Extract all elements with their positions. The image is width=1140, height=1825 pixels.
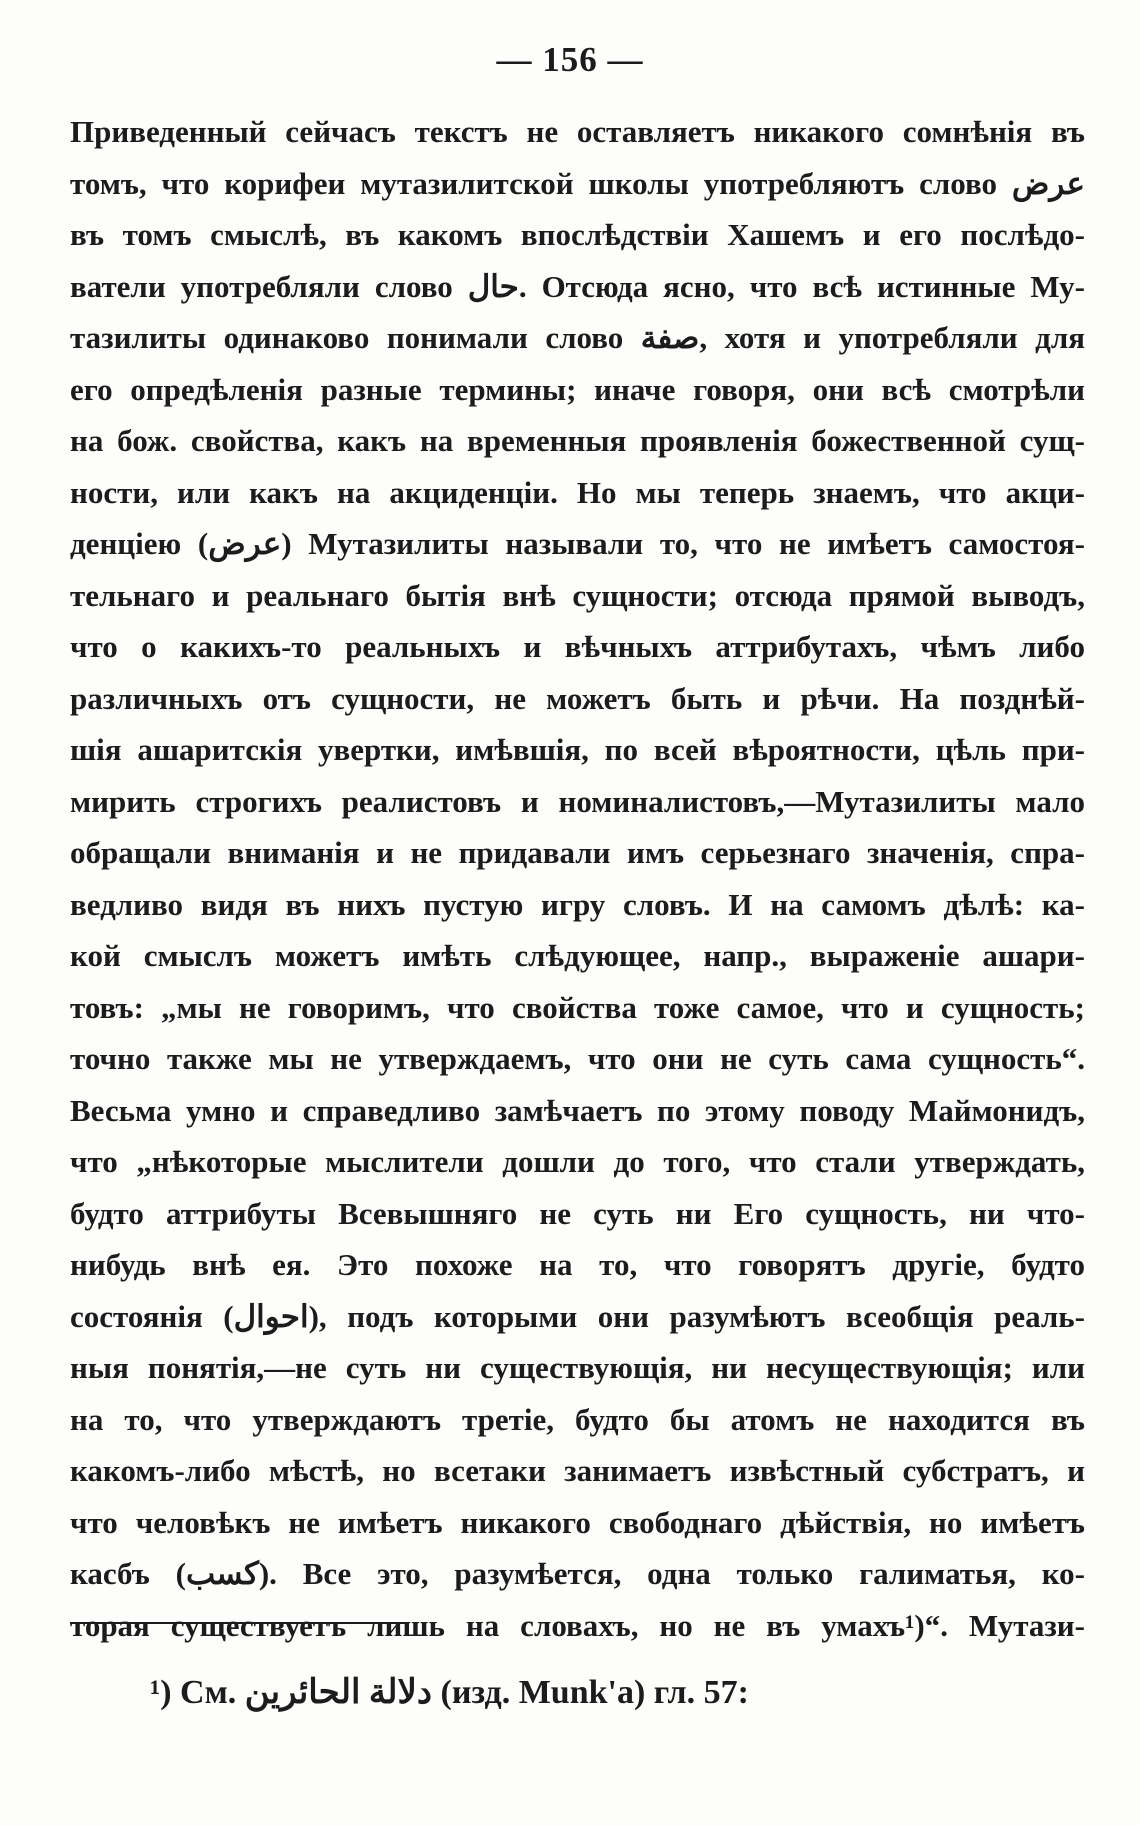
text-line: мирить строгихъ реалистовъ и номиналистовъ,—Мутазилиты мало [70, 783, 1085, 819]
text-line: тазилиты одинаково понимали слово صفة, хотя и употребляли для [70, 320, 1085, 355]
body-text [70, 106, 1085, 1651]
text-line: различныхъ отъ сущности, не можетъ быть и рѣчи. На позднѣй- [70, 680, 1085, 716]
text-line: что человѣкъ не имѣетъ никакого свободнаго дѣйствія, но имѣетъ [70, 1504, 1085, 1540]
text-line: шія ашаритскія увертки, имѣвшія, по всей вѣроятности, цѣль при- [70, 732, 1085, 767]
text-line: кой смыслъ можетъ имѣть слѣдующее, напр., выраженіе ашари- [70, 938, 1085, 973]
text-line: что „нѣкоторые мыслители дошли до того, что стали утверждать, [70, 1144, 1085, 1179]
text-line: на то, что утверждаютъ третіе, будто бы атомъ не находится въ [70, 1401, 1085, 1437]
text-line: торая существуетъ лишь на словахъ, но не въ умахъ¹)“. Мутази- [70, 1607, 1085, 1643]
footnote: ¹) См. دلالة الحائرين (изд. Munk'а) гл. 57: [150, 1674, 749, 1711]
text-line: Весьма умно и справедливо замѣчаетъ по этому поводу Маймонидъ, [70, 1092, 1085, 1128]
text-line: обращали вниманія и не придавали имъ серьезнаго значенія, спра- [70, 835, 1085, 870]
text-line: что о какихъ-то реальныхъ и вѣчныхъ аттрибутахъ, чѣмъ либо [70, 629, 1085, 664]
text-line: точно также мы не утверждаемъ, что они не суть сама сущность“. [70, 1041, 1085, 1076]
text-line: въ томъ смыслѣ, въ какомъ впослѣдствіи Хашемъ и его послѣдо- [70, 217, 1085, 252]
text-line: на бож. свойства, какъ на временныя проявленія божественной сущ- [70, 423, 1085, 458]
text-line: ныя понятія,—не суть ни существующія, ни несуществующія; или [70, 1350, 1085, 1385]
text-line: состоянія (احوال), подъ которыми они разумѣютъ всеобщія реаль- [70, 1298, 1085, 1334]
text-line: ности, или какъ на акциденціи. Но мы теперь знаемъ, что акци- [70, 474, 1085, 510]
text-line: Приведенный сейчасъ текстъ не оставляетъ никакого сомнѣнія въ [70, 114, 1085, 149]
text-line: его опредѣленія разные термины; иначе говоря, они всѣ смотрѣли [70, 371, 1085, 407]
text-line: товъ: „мы не говоримъ, что свойства тоже самое, что и сущность; [70, 989, 1085, 1025]
text-line: денціею (عرض) Мутазилиты называли то, что не имѣетъ самостоя- [70, 526, 1085, 561]
text-line: ведливо видя въ нихъ пустую игру словъ. И на самомъ дѣлѣ: ка- [70, 886, 1085, 922]
text-line: тельнаго и реальнаго бытія внѣ сущности; отсюда прямой выводъ, [70, 577, 1085, 613]
text-line: касбъ (كسب). Все это, разумѣется, одна только галиматья, ко- [70, 1556, 1085, 1591]
text-line: нибудь внѣ ея. Это похоже на то, что говорятъ другіе, будто [70, 1247, 1085, 1282]
footnote-divider [70, 1622, 408, 1624]
text-line: какомъ-либо мѣстѣ, но всетаки занимаетъ извѣстный субстратъ, и [70, 1453, 1085, 1488]
text-line: ватели употребляли слово حال. Отсюда ясно, что всѣ истинные Му- [70, 268, 1085, 304]
text-line: будто аттрибуты Всевышняго не суть ни Его сущность, ни что- [70, 1195, 1085, 1231]
page-number: — 156 — [496, 40, 644, 79]
text-line: томъ, что корифеи мутазилитской школы употребляютъ слово عرض [70, 165, 1085, 201]
